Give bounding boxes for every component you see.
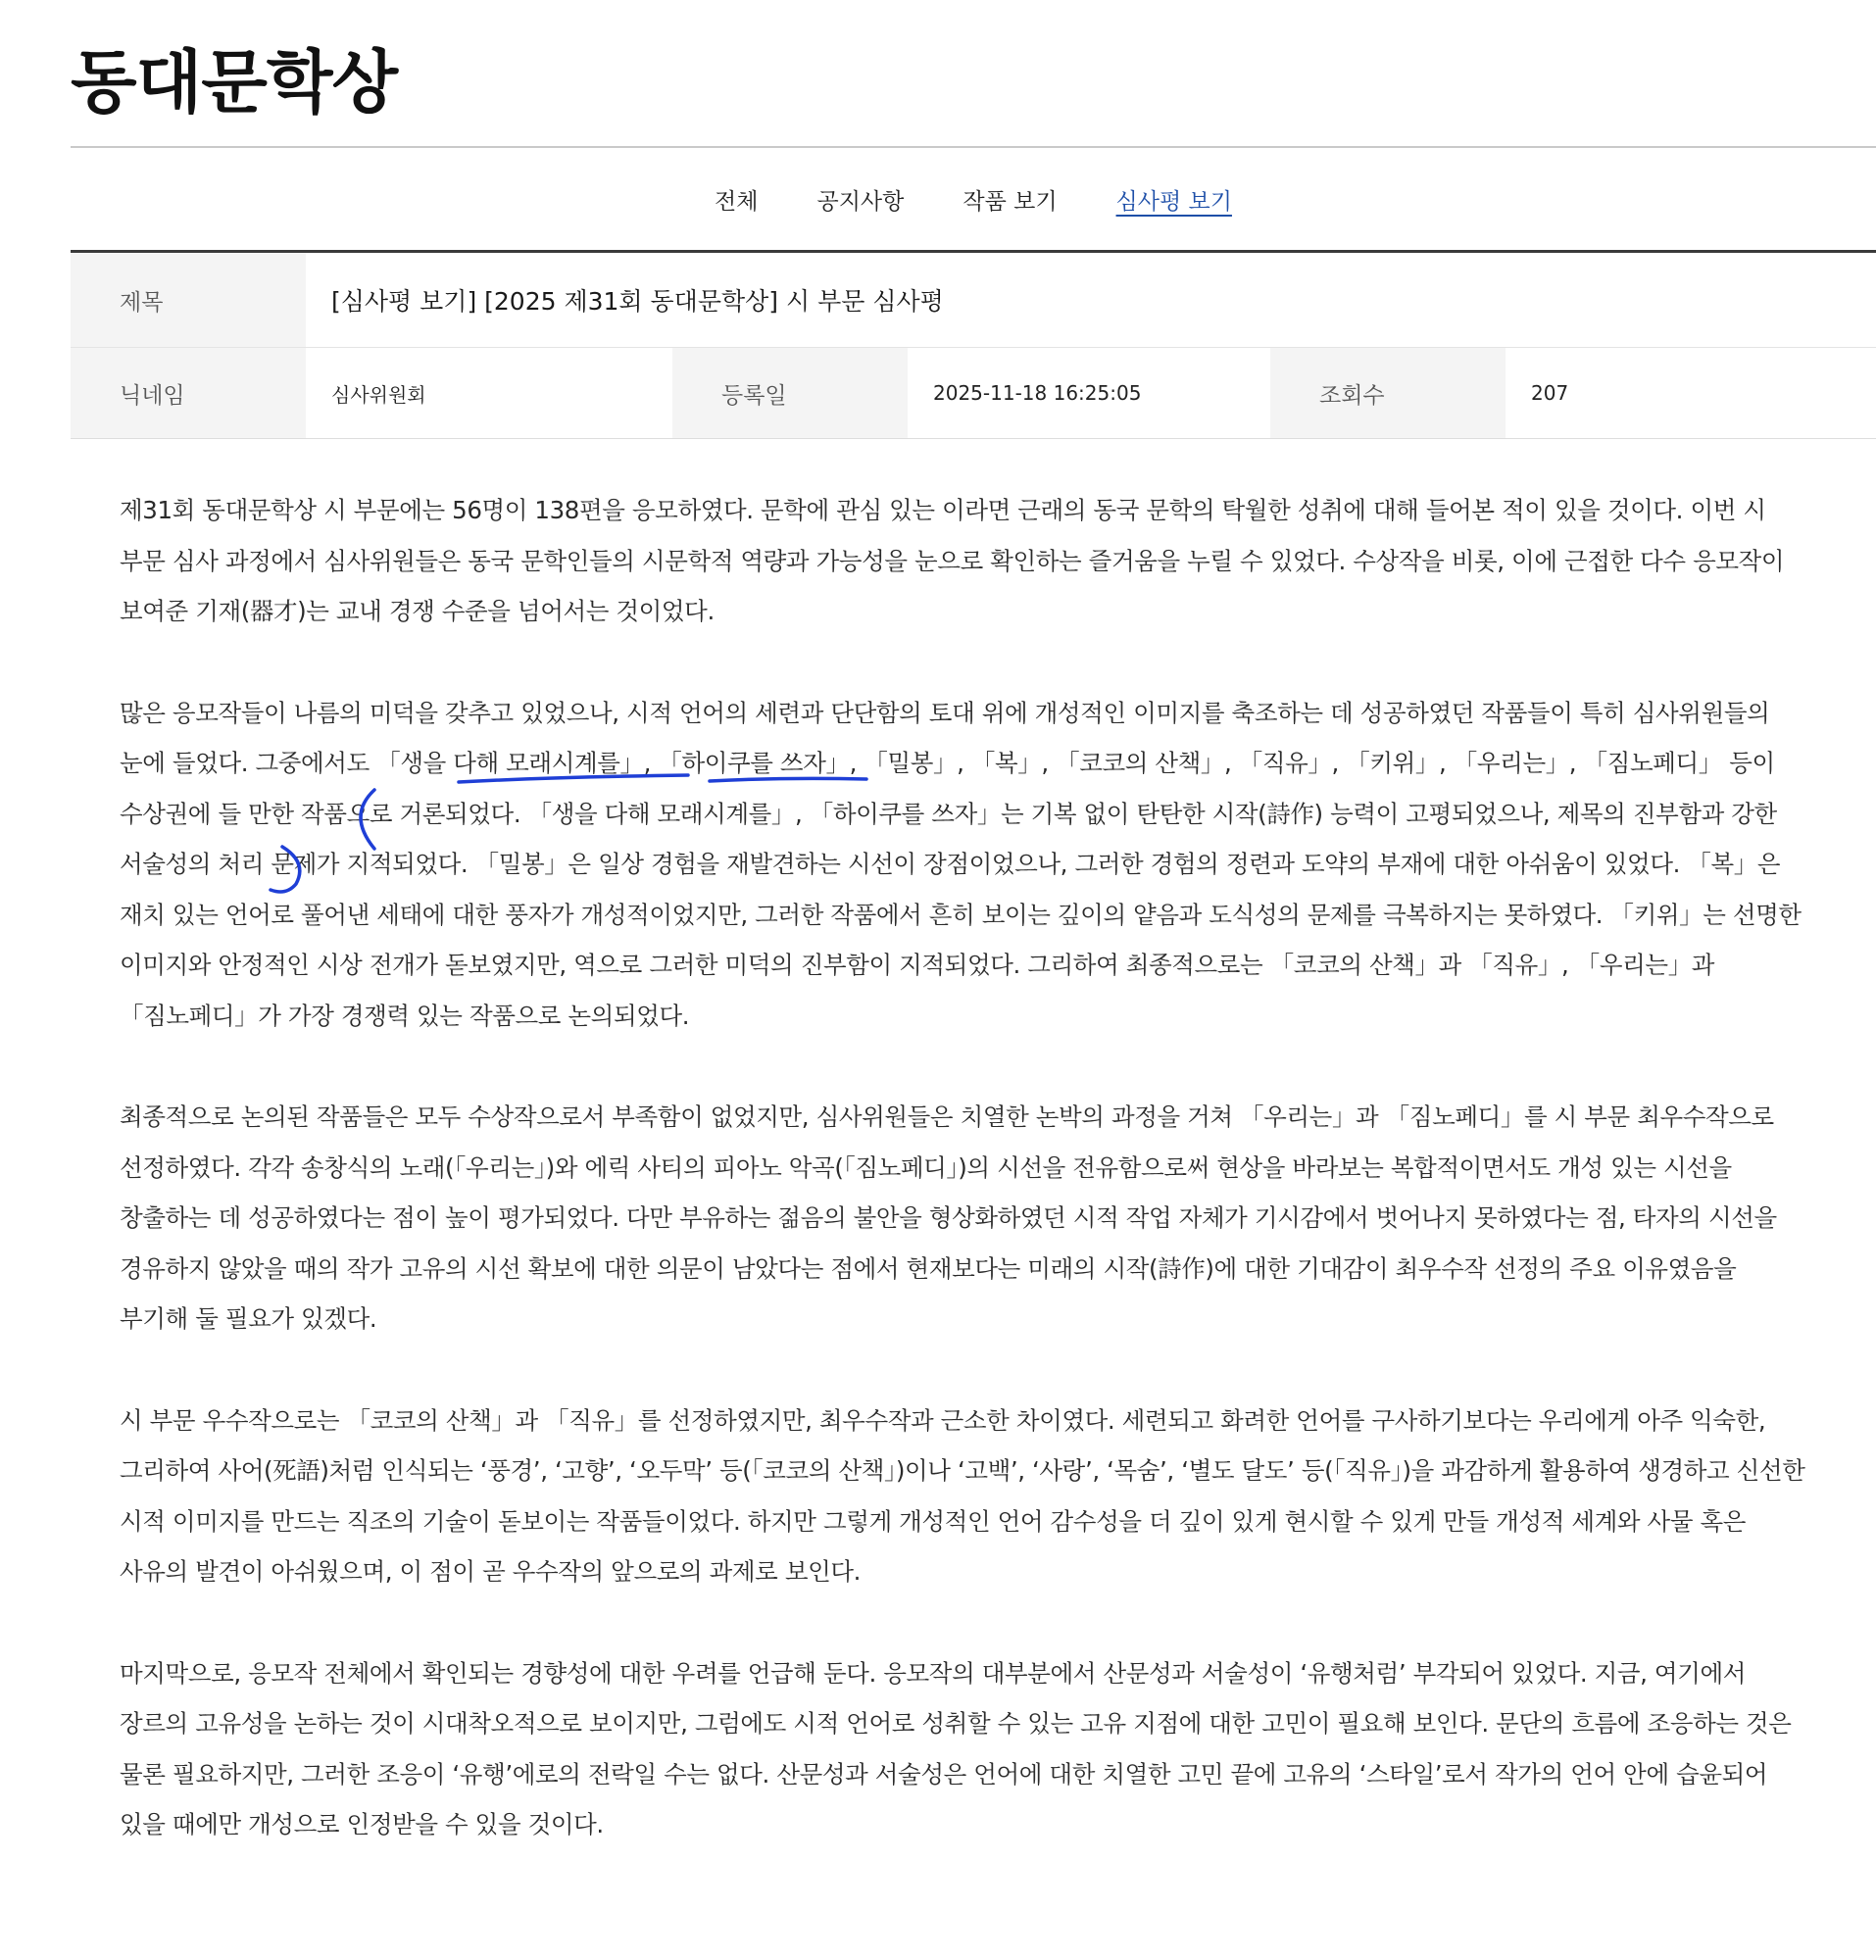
date-label: 등록일 [672, 348, 908, 438]
nickname-label: 닉네임 [71, 348, 306, 438]
nickname-value: 심사위원회 [331, 382, 426, 407]
nav-item-works[interactable]: 작품 보기 [963, 188, 1058, 215]
body-paragraph-5: 마지막으로, 응모작 전체에서 확인되는 경향성에 대한 우려를 언급해 둔다. 응모작의 대부분에서 산문성과 서술성이 ‘유행처럼’ 부각되어 있었다. 지금, 여기에서 장르의 고유성을 논하는 것이 시대착오적으로 보이지만, 그럼에도 시적 언어로 성취할 수 있는 고유 지점에 대한 고민이 필요해 보인다. 문단의 흐름에 조응하는 것은 물론 필요하지만, 그러한 조응이 ‘유행’에로의 전락일 수는 없다. 산문성과 서술성은 언어에 대한 치열한 고민 끝에 고유의 ‘스타일’로서 작가의 언어 안에 습윤되어 있을 때에만 개성으로 인정받을 수 있을 것이다. [120, 1658, 1792, 1838]
nav-item-all[interactable]: 전체 [715, 188, 759, 215]
post-body [120, 485, 1805, 1901]
body-paragraph-3: 최종적으로 논의된 작품들은 모두 수상작으로서 부족함이 없었지만, 심사위원들은 치열한 논박의 과정을 거쳐 「우리는」과 「짐노페디」를 시 부문 최우수작으로 선정하였다. 각각 송창식의 노래(「우리는」)와 에릭 사티의 피아노 악곡(「짐노페디」)의 시선을 전유함으로써 현상을 바라보는 복합적이면서도 개성 있는 시선을 창출하는 데 성공하였다는 점이 높이 평가되었다. 다만 부유하는 젊음의 불안을 형상화하였던 시적 작업 자체가 기시감에서 벗어나지 못하였다는 점, 타자의 시선을 경유하지 않았을 때의 작가 고유의 시선 확보에 대한 의문이 남았다는 점에서 현재보다는 미래의 시작(詩作)에 대한 기대감이 최우수작 선정의 주요 이유였음을 부기해 둘 필요가 있겠다. [120, 1102, 1777, 1333]
site-title[interactable]: 동대문학상 [71, 42, 398, 122]
date-value: 2025-11-18 16:25:05 [933, 381, 1142, 405]
nav-item-reviews[interactable]: 심사평 보기 [1115, 188, 1232, 215]
post-title: [심사평 보기] [2025 제31회 동대문학상] 시 부문 심사평 [331, 287, 944, 316]
body-paragraph-4: 시 부문 우수작으로는 「코코의 산책」과 「직유」를 선정하였지만, 최우수작과 근소한 차이였다. 세련되고 화려한 언어를 구사하기보다는 우리에게 아주 익숙한, 그리하여 사어(死語)처럼 인식되는 ‘풍경’, ‘고향’, ‘오두막’ 등(「코코의 산책」)이나 ‘고백’, ‘사랑’, ‘목숨’, ‘별도 달도’ 등(「직유」)을 과감하게 활용하여 생경하고 신선한 시적 이미지를 만드는 직조의 기술이 돋보이는 작품들이었다. 하지만 그렇게 개성적인 언어 감수성을 더 깊이 있게 현시할 수 있게 만들 개성적 세계와 사물 혹은 사유의 발견이 아쉬웠으며, 이 점이 곧 우수작의 앞으로의 과제로 보인다. [120, 1405, 1805, 1586]
board-nav [71, 148, 1876, 250]
post-meta-row [71, 348, 1876, 439]
nav-item-notice[interactable]: 공지사항 [816, 188, 905, 215]
views-label: 조회수 [1270, 348, 1506, 438]
title-label: 제목 [71, 253, 306, 347]
post-title-row [71, 253, 1876, 348]
body-paragraph-1: 제31회 동대문학상 시 부문에는 56명이 138편을 응모하였다. 문학에 관심 있는 이라면 근래의 동국 문학의 탁월한 성취에 대해 들어본 적이 있을 것이다. 이번 시 부문 심사 과정에서 심사위원들은 동국 문학인들의 시문학적 역량과 가능성을 눈으로 확인하는 즐거움을 누릴 수 있었다. 수상작을 비롯, 이에 근접한 다수 응모작이 보여준 기재(器才)는 교내 경쟁 수준을 넘어서는 것이었다. [120, 496, 1785, 625]
body-paragraph-2: 많은 응모작들이 나름의 미덕을 갖추고 있었으나, 시적 언어의 세련과 단단함의 토대 위에 개성적인 이미지를 축조하는 데 성공하였던 작품들이 특히 심사위원들의 눈에 들었다. 그중에서도 「생을 다해 모래시계를」, 「하이쿠를 쓰자」, 「밀봉」, 「복」, 「코코의 산책」, 「직유」, 「키위」, 「우리는」, 「짐노페디」 등이 수상권에 들 만한 작품으로 거론되었다. 「생을 다해 모래시계를」, 「하이쿠를 쓰자」는 기복 없이 탄탄한 시작(詩作) 능력이 고평되었으나, 제목의 진부함과 강한 서술성의 처리 문제가 지적되었다. 「밀봉」은 일상 경험을 재발견하는 시선이 장점이었으나, 그러한 경험의 정련과 도약의 부재에 대한 아쉬움이 있었다. 「복」은 재치 있는 언어로 풀어낸 세태에 대한 풍자가 개성적이었지만, 그러한 작품에서 흔히 보이는 깊이의 얕음과 도식성의 문제를 극복하지는 못하였다. 「키위」는 선명한 이미지와 안정적인 시상 전개가 돋보였지만, 역으로 그러한 미덕의 진부함이 지적되었다. 그리하여 최종적으로는 「코코의 산책」과 「직유」, 「우리는」과 「짐노페디」가 가장 경쟁력 있는 작품으로 논의되었다. [120, 698, 1802, 1030]
views-value: 207 [1531, 381, 1569, 405]
